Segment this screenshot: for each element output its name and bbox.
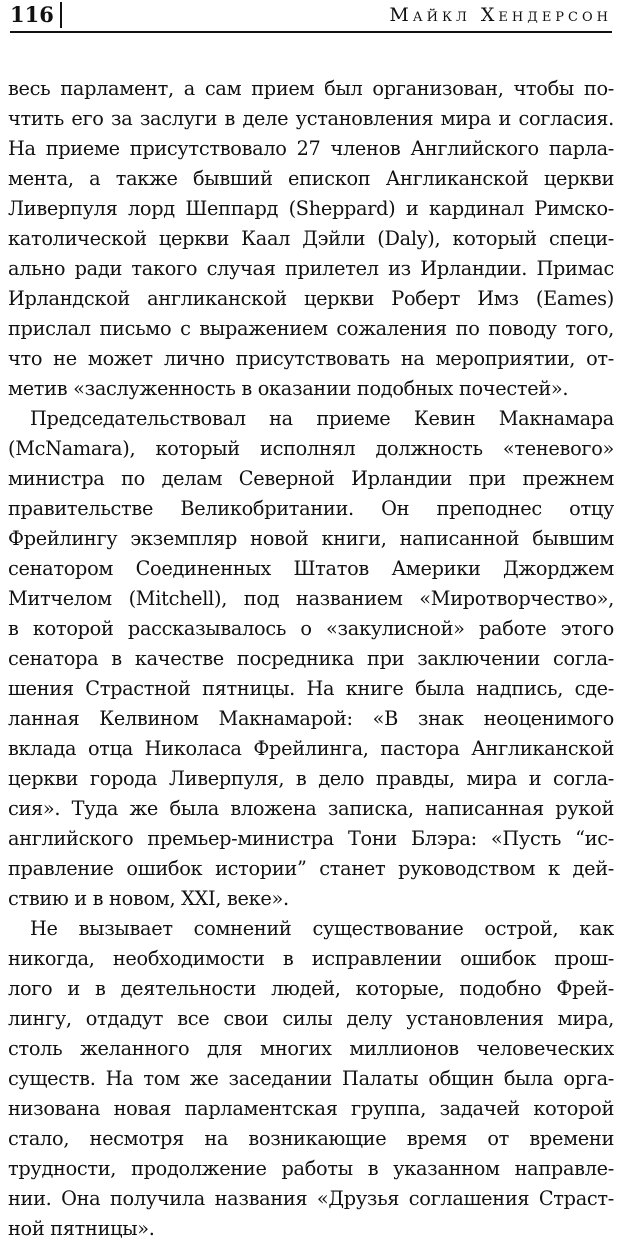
- text-line: сенатора в качестве посредника при заключении согла-: [8, 647, 614, 670]
- text-line: столь желанного для многих миллионов человеческих: [8, 1037, 614, 1060]
- text-line: церкви города Ливерпуля, в дело правды, мира и согла-: [8, 767, 614, 790]
- running-head-author: Майкл Хендерсон: [389, 4, 612, 26]
- text-line: стало, несмотря на возникающие время от времени: [8, 1127, 614, 1150]
- text-line: весь парламент, а сам прием был организован, чтобы по-: [8, 77, 614, 100]
- text-line: На приеме присутствовало 27 членов Английского парла-: [8, 137, 614, 160]
- text-line: метив «заслуженность в оказании подобных почестей».: [8, 377, 569, 400]
- text-line: сенатором Соединенных Штатов Америки Джорджем: [8, 557, 614, 580]
- text-line: английского премьер-министра Тони Блэра: «Пусть “ис-: [8, 827, 614, 850]
- text-line: правительстве Великобритании. Он преподнес отцу: [8, 497, 614, 520]
- text-line: что не может лично присутствовать на мероприятии, от-: [8, 347, 614, 370]
- text-line: трудности, продолжение работы в указанном направле-: [8, 1157, 614, 1180]
- text-line: ствию и в новом, XXI, веке».: [8, 887, 289, 910]
- text-line: министра по делам Северной Ирландии при прежнем: [8, 467, 614, 490]
- paragraph: [8, 404, 614, 914]
- text-line: лого и в деятельности людей, которые, подобно Фрей-: [8, 977, 614, 1000]
- text-line: низована новая парламентская группа, задачей которой: [8, 1097, 614, 1120]
- text-line: ально ради такого случая прилетел из Ирландии. Примас: [8, 257, 614, 280]
- text-line: Председательствовал на приеме Кевин Макнамара: [30, 407, 614, 430]
- text-line: чтить его за заслуги в деле установления мира и согласия.: [8, 107, 614, 130]
- text-line: Не вызывает сомнений существование острой, как: [30, 917, 614, 940]
- text-line: ной пятницы».: [8, 1217, 155, 1240]
- text-line: сия». Туда же была вложена записка, написанная рукой: [8, 797, 614, 820]
- paragraph: [8, 74, 614, 404]
- text-line: католической церкви Каал Дэйли (Daly), который специ-: [8, 227, 614, 250]
- text-line: существ. На том же заседании Палаты общин была орга-: [8, 1067, 614, 1090]
- text-line: никогда, необходимости в исправлении ошибок прош-: [8, 947, 614, 970]
- paragraph: [8, 914, 614, 1244]
- text-line: Ливерпуля лорд Шеппард (Sheppard) и кардинал Римско-: [8, 197, 614, 220]
- text-line: правление ошибок истории” станет руководством к дей-: [8, 857, 614, 880]
- text-line: Ирландской англиканской церкви Роберт Имз (Eames): [8, 287, 614, 310]
- header-rule: [10, 31, 612, 33]
- text-line: нии. Она получила названия «Друзья соглашения Страст-: [8, 1187, 614, 1210]
- text-line: шения Страстной пятницы. На книге была надпись, сде-: [8, 677, 614, 700]
- body-text: [8, 74, 614, 1244]
- text-line: (McNamara), который исполнял должность «теневого»: [8, 437, 614, 460]
- text-line: мента, а также бывший епископ Англиканской церкви: [8, 167, 614, 190]
- text-line: ланная Келвином Макнамарой: «В знак неоценимого: [8, 707, 614, 730]
- text-line: Митчелом (Mitchell), под названием «Миротворчество»,: [8, 587, 614, 610]
- text-line: Фрейлингу экземпляр новой книги, написанной бывшим: [8, 527, 614, 550]
- page-header: [10, 2, 612, 28]
- text-line: в которой рассказывалось о «закулисной» работе этого: [8, 617, 614, 640]
- page-number: 116: [10, 2, 62, 28]
- text-line: лингу, отдадут все свои силы делу установления мира,: [8, 1007, 614, 1030]
- text-line: прислал письмо с выражением сожаления по поводу того,: [8, 317, 614, 340]
- text-line: вклада отца Николаса Фрейлинга, пастора Англиканской: [8, 737, 614, 760]
